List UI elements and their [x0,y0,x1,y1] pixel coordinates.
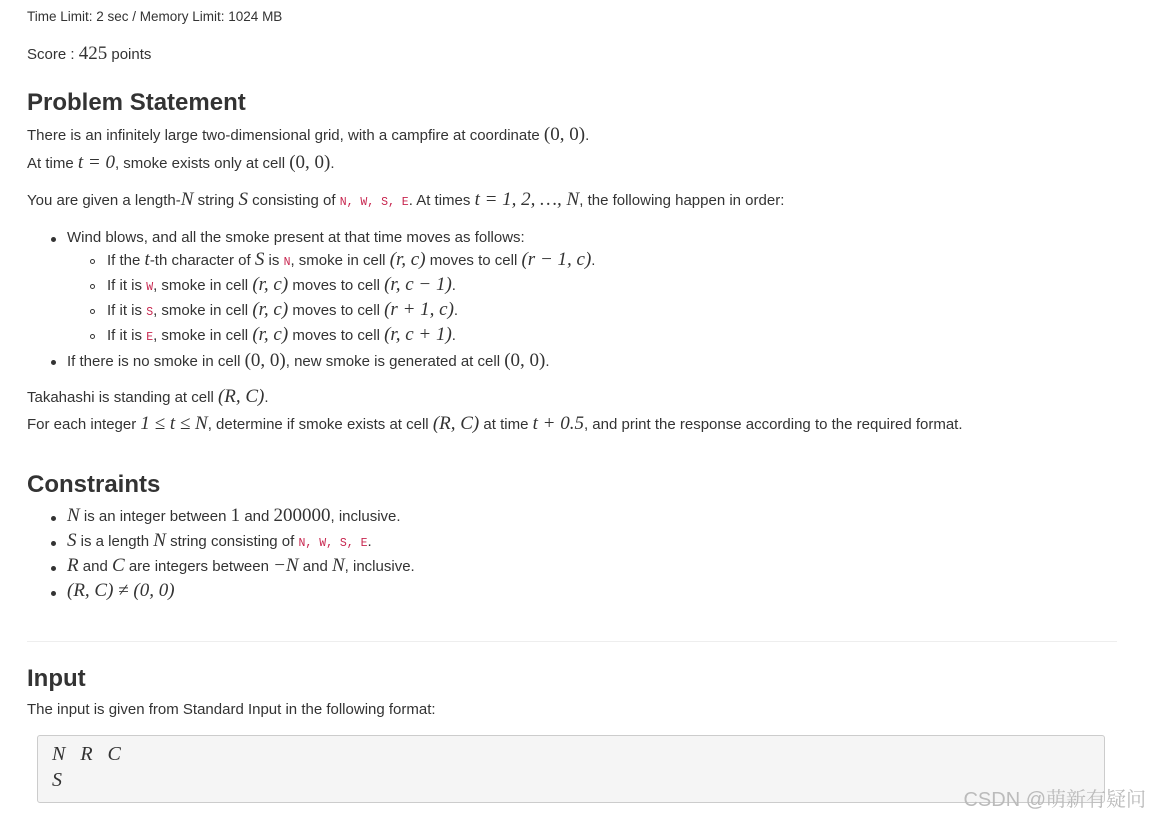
sub-item-s: If it is S, smoke in cell (r, c) moves to cell (r + 1, c). [107,299,459,320]
statement-p2: At time t = 0, smoke exists only at cell (0, 0). [27,152,335,173]
bullet-dot [51,360,56,365]
statement-p3: You are given a length-N string S consisting of N, W, S, E. At times t = 1, 2, …, N, the following happen in order: [27,189,785,210]
sub-item-w: If it is W, smoke in cell (r, c) moves to cell (r, c − 1). [107,274,456,295]
constraint-nonzero: (R, C) ≠ (0, 0) [67,580,175,601]
format-line-1: N R C [52,743,121,765]
score-line [27,43,151,65]
sub-item-n: If the t-th character of S is N, smoke in cell (r, c) moves to cell (r − 1, c). [107,249,596,270]
input-description: The input is given from Standard Input in the following format: [27,701,436,718]
bullet-dot [51,566,56,571]
statement-p5: For each integer 1 ≤ t ≤ N, determine if smoke exists at cell (R, C) at time t + 0.5, and print the response according to the required format. [27,413,963,434]
constraint-n: N is an integer between 1 and 200000, inclusive. [67,505,401,526]
constraints-heading: Constraints [27,471,161,498]
constraint-s: S is a length N string consisting of N, W, S, E. [67,530,372,551]
sub-bullet [90,309,95,314]
constraint-rc: R and C are integers between −N and N, inclusive. [67,555,415,576]
statement-p4: Takahashi is standing at cell (R, C). [27,386,269,407]
limits-text: Time Limit: 2 sec / Memory Limit: 1024 MB [27,9,283,24]
bullet-dot [51,516,56,521]
score-label: Score : [27,46,75,63]
sub-bullet [90,259,95,264]
section-divider [27,641,1117,642]
sub-bullet [90,334,95,339]
input-format-block [37,735,1105,803]
statement-p1: There is an infinitely large two-dimensional grid, with a campfire at coordinate (0, 0). [27,124,590,145]
list-item-generate: If there is no smoke in cell (0, 0), new smoke is generated at cell (0, 0). [67,350,550,371]
bullet-dot [51,541,56,546]
sub-item-e: If it is E, smoke in cell (r, c) moves to cell (r, c + 1). [107,324,456,345]
score-value: 425 [78,43,108,64]
watermark: CSDN @萌新有疑问 [963,789,1146,811]
input-heading: Input [27,665,86,692]
problem-statement-heading: Problem Statement [27,89,246,116]
format-line-2: S [52,769,62,791]
bullet-dot [51,591,56,596]
score-unit: points [111,46,152,63]
sub-bullet [90,284,95,289]
list-item-wind: Wind blows, and all the smoke present at that time moves as follows: [67,229,525,246]
bullet-dot [51,237,56,242]
